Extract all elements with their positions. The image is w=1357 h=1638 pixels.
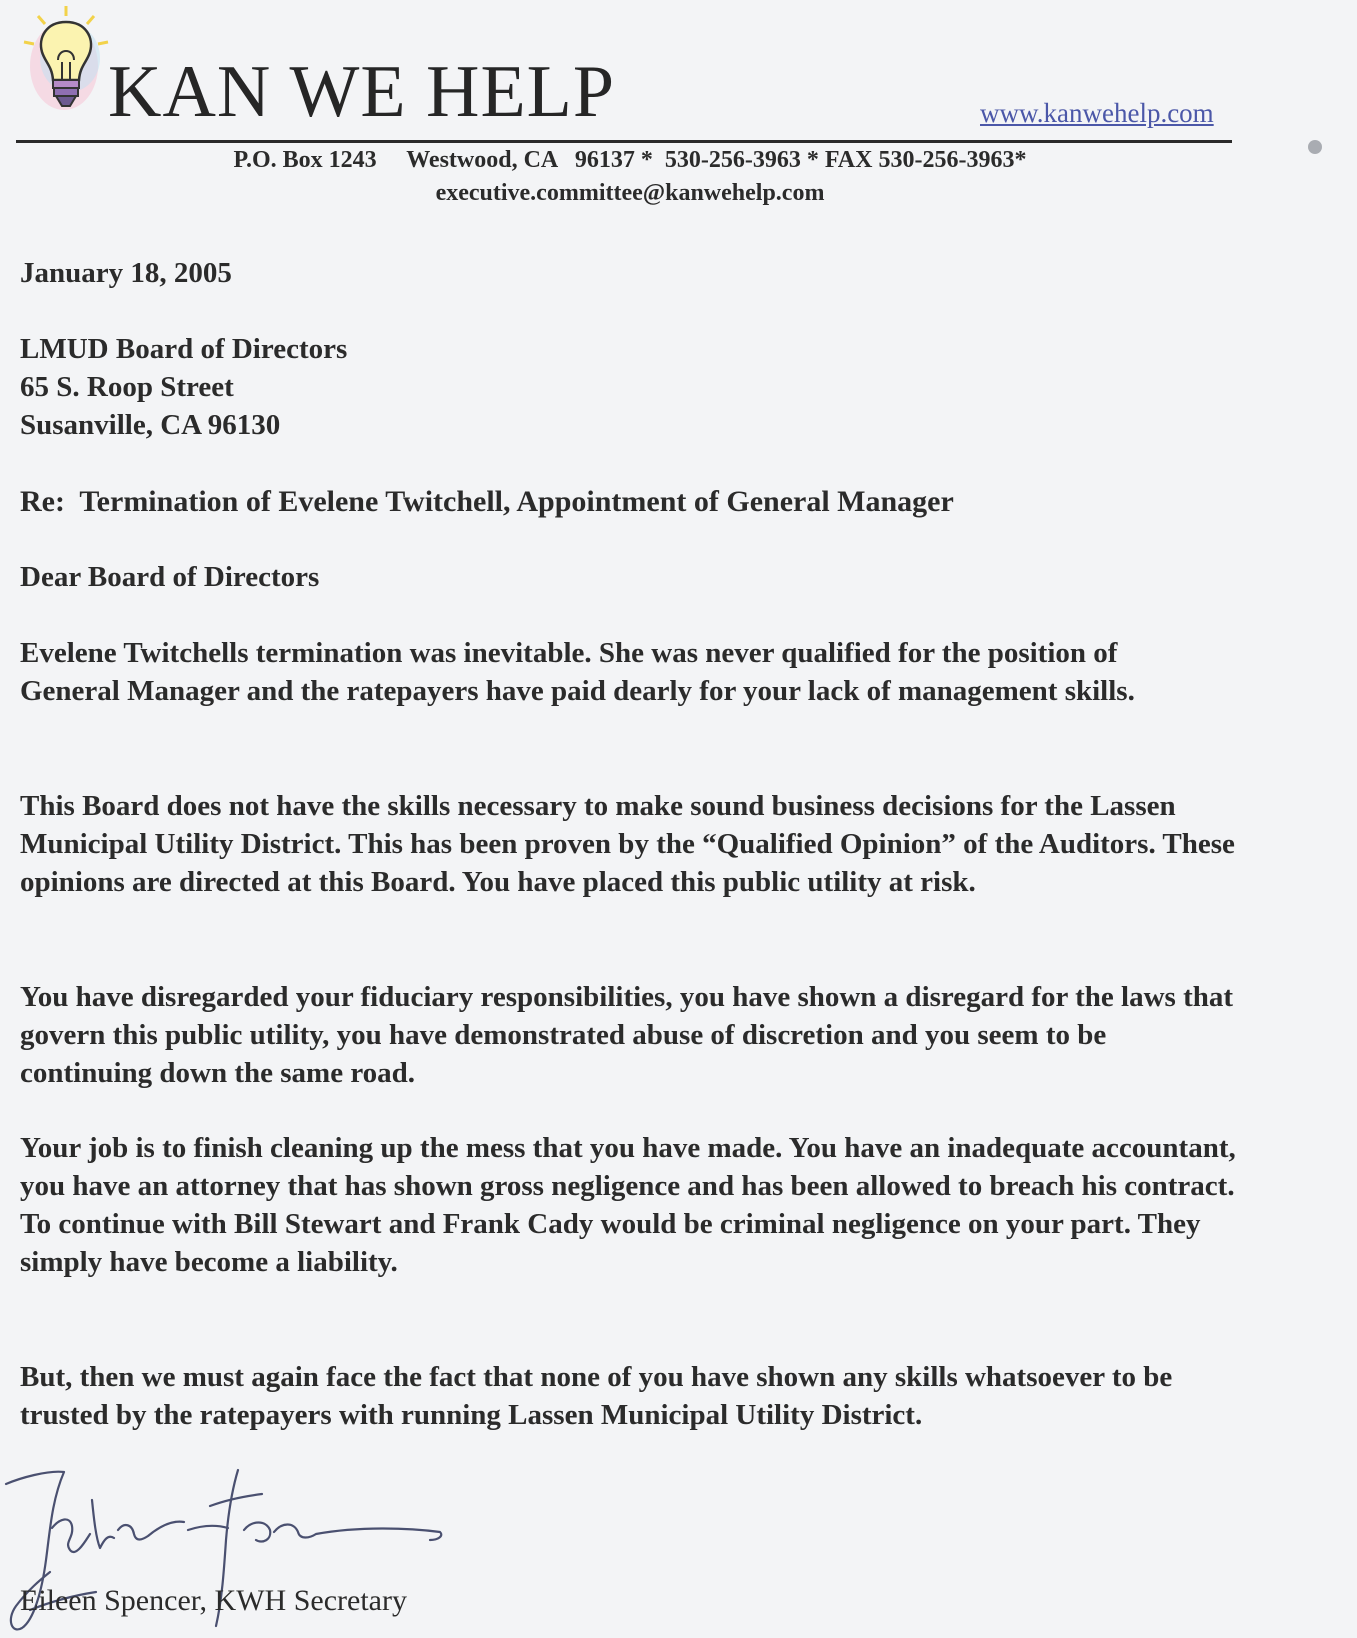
lightbulb-icon	[18, 4, 114, 122]
salutation: Dear Board of Directors	[20, 561, 320, 593]
recipient-city: Susanville, CA 96130	[20, 409, 281, 441]
body-paragraph: Your job is to finish cleaning up the mess that you have made. You have an inadequate accountant, you have an attorney that has shown gross negligence and has been allowed to breach his contract. To continue with Bill Stewart and Frank Cady would be criminal negligence on your part. They simply have become a liability.	[20, 1132, 1236, 1278]
paper-speck	[1308, 140, 1322, 154]
letterhead-divider	[16, 140, 1232, 143]
body-paragraph: Evelene Twitchells termination was inevitable. She was never qualified for the position of General Manager and the ratepayers have paid dearly for your lack of management skills.	[20, 637, 1135, 707]
body-paragraph: You have disregarded your fiduciary responsibilities, you have shown a disregard for the laws that govern this public utility, you have demonstrated abuse of discretion and you seem to be continuing down the same road.	[20, 981, 1234, 1089]
letter-date: January 18, 2005	[20, 257, 232, 289]
subject-line: Re: Termination of Evelene Twitchell, Appointment of General Manager	[20, 485, 954, 518]
recipient-name: LMUD Board of Directors	[20, 333, 348, 365]
address-line: P.O. Box 1243 Westwood, CA 96137 * 530-256-3963 * FAX 530-256-3963*	[233, 147, 1027, 173]
body-paragraph: This Board does not have the skills necessary to make sound business decisions for the Lassen Municipal Utility District. This has been proven by the “Qualified Opinion” of the Auditors. These opinions are directed at this Board. You have placed this public utility at risk.	[20, 790, 1235, 898]
organization-name: KAN WE HELP	[108, 51, 616, 133]
recipient-street: 65 S. Roop Street	[20, 371, 234, 403]
recipient-address	[20, 330, 1230, 444]
website-link[interactable]: www.kanwehelp.com	[980, 98, 1214, 128]
body-paragraph: But, then we must again face the fact that none of you have shown any skills whatsoever to be trusted by the ratepayers with running Lassen Municipal Utility District.	[20, 1361, 1173, 1431]
email-line: executive.committee@kanwehelp.com	[435, 180, 825, 206]
signer-name: Eileen Spencer, KWH Secretary	[20, 1584, 407, 1617]
